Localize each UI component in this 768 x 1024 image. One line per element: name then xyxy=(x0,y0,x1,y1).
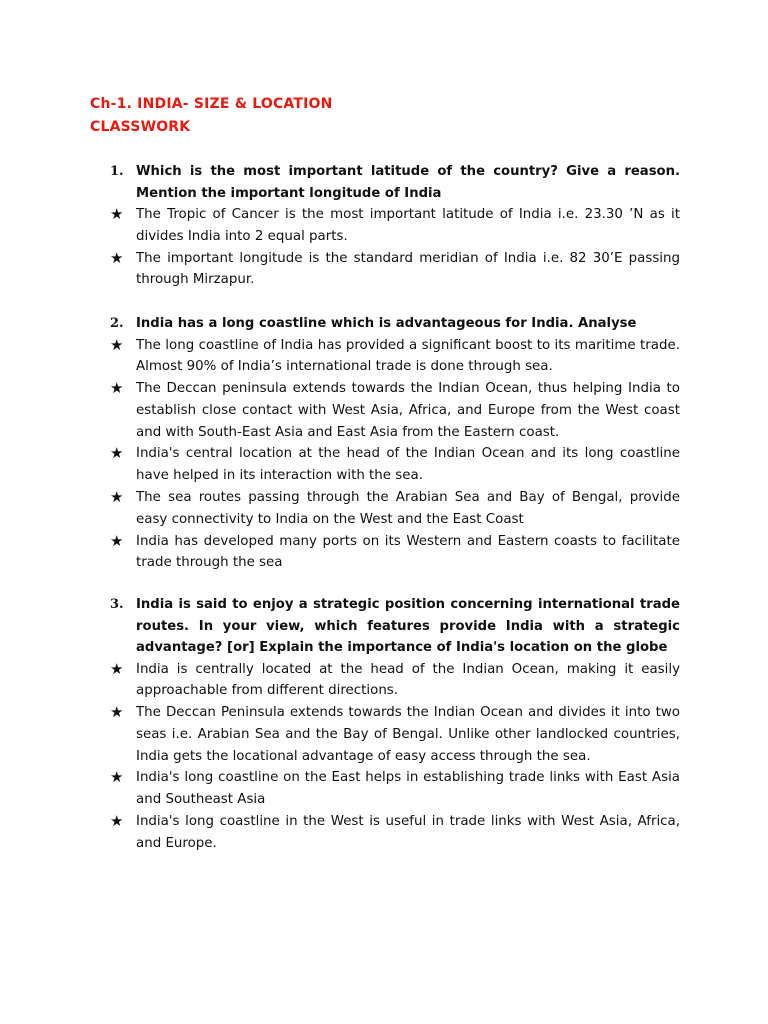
answer-text: The long coastline of India has provided a significant boost to its maritime trade. Almost 90% of India’s international trade is done through sea. xyxy=(136,337,680,375)
answer-item xyxy=(110,531,680,575)
answer-text: The Deccan peninsula extends towards the Indian Ocean, thus helping India to establish close contact with West Asia, Africa, and Europe from the West coast and with South-East Asia and East Asia from the Eastern coast. xyxy=(136,381,680,440)
answer-item xyxy=(110,702,680,767)
question-section-1 xyxy=(110,161,680,291)
page-title: Ch-1. INDIA- SIZE & LOCATION xyxy=(90,96,333,112)
question-row xyxy=(110,313,680,335)
answer-text: The important longitude is the standard meridian of India i.e. 82 30’E passing through Mirzapur. xyxy=(136,250,680,288)
answer-text: The Tropic of Cancer is the most important latitude of India i.e. 23.30 ’N as it divides India into 2 equal parts. xyxy=(136,207,680,244)
answer-item xyxy=(110,204,680,248)
question-text: India has a long coastline which is advantageous for India. Analyse xyxy=(136,316,637,331)
answer-list xyxy=(110,335,680,575)
star-icon: ★ xyxy=(110,531,124,550)
question-text: Which is the most important latitude of the country? Give a reason. Mention the important longitude of India xyxy=(136,164,680,201)
answer-text: India is centrally located at the head of the Indian Ocean, making it easily approachable from different directions. xyxy=(136,661,680,699)
answer-text: The sea routes passing through the Arabian Sea and Bay of Bengal, provide easy connectivity to India on the West and the East Coast xyxy=(136,490,680,527)
answer-text: India's central location at the head of the Indian Ocean and its long coastline have helped in its interaction with the sea. xyxy=(136,446,680,484)
question-number: 1. xyxy=(110,164,124,179)
answer-item xyxy=(110,248,680,292)
answer-text: The Deccan Peninsula extends towards the Indian Ocean and divides it into two seas i.e. Arabian Sea and the Bay of Bengal. Unlike other landlocked countries, India gets the locational advantage of easy access through the sea. xyxy=(136,705,680,764)
question-number: 2. xyxy=(110,316,124,331)
star-icon: ★ xyxy=(110,812,124,831)
answer-item xyxy=(110,378,680,443)
star-icon: ★ xyxy=(110,703,124,722)
answer-item xyxy=(110,335,680,379)
star-icon: ★ xyxy=(110,659,124,678)
question-section-3 xyxy=(110,594,680,855)
answer-item xyxy=(110,443,680,487)
answer-item xyxy=(110,811,680,855)
star-icon: ★ xyxy=(110,444,124,463)
star-icon: ★ xyxy=(110,335,124,354)
answer-item xyxy=(110,487,680,531)
star-icon: ★ xyxy=(110,379,124,398)
question-text: India is said to enjoy a strategic position concerning international trade routes. In your view, which features provide India with a strategic advantage? [or] Explain the importance of India's location on the globe xyxy=(136,597,680,655)
question-section-2 xyxy=(110,313,680,574)
star-icon: ★ xyxy=(110,768,124,787)
answer-item xyxy=(110,767,680,811)
answer-item xyxy=(110,659,680,703)
star-icon: ★ xyxy=(110,205,124,223)
answer-text: India's long coastline on the East helps in establishing trade links with East Asia and Southeast Asia xyxy=(136,770,680,808)
question-row xyxy=(110,594,680,659)
question-number: 3. xyxy=(110,597,124,612)
answer-text: India has developed many ports on its Western and Eastern coasts to facilitate trade through the sea xyxy=(136,533,680,571)
answer-list xyxy=(110,659,680,855)
page-subtitle: CLASSWORK xyxy=(90,119,191,135)
answer-list xyxy=(110,204,680,291)
answer-text: India's long coastline in the West is useful in trade links with West Asia, Africa, and Europe. xyxy=(136,814,680,851)
star-icon: ★ xyxy=(110,248,124,267)
star-icon: ★ xyxy=(110,488,124,507)
question-row xyxy=(110,161,680,204)
